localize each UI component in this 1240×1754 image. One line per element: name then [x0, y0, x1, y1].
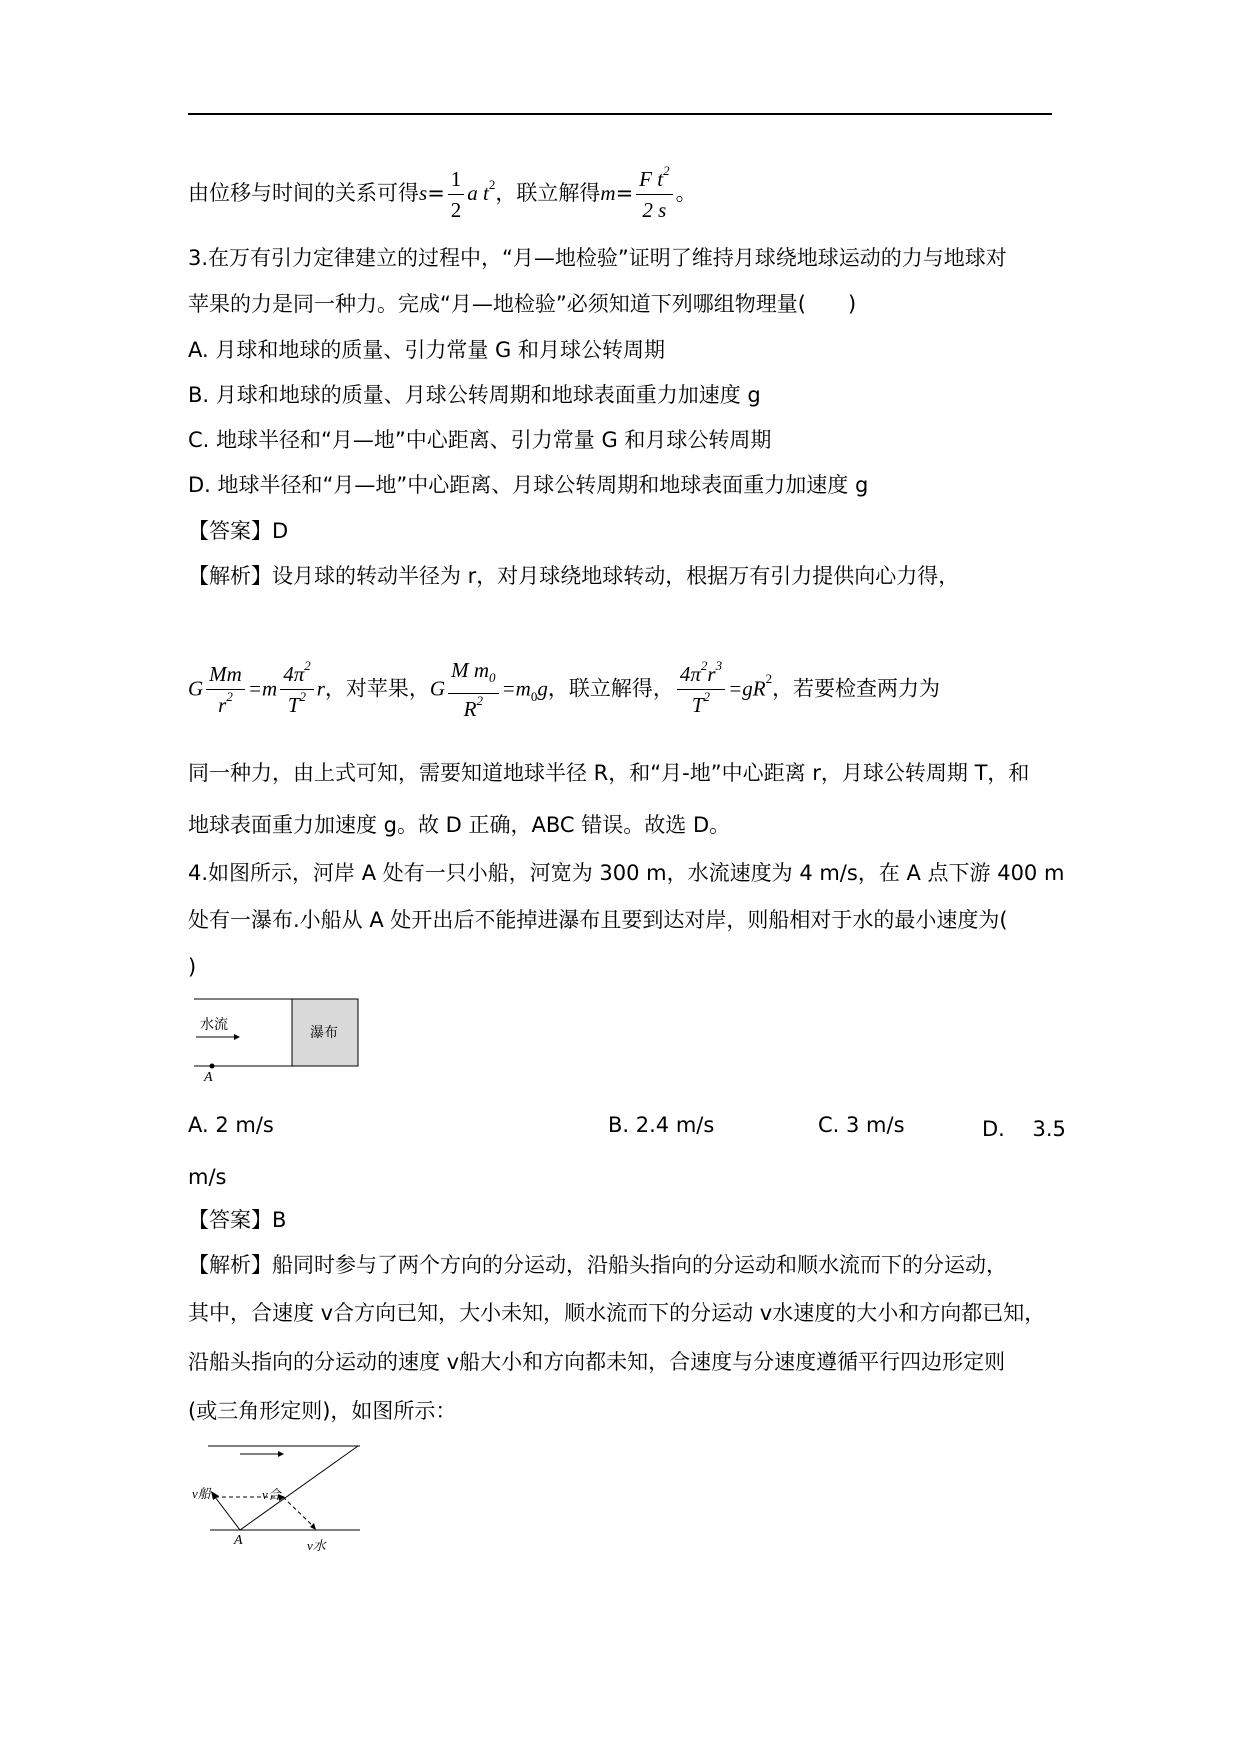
num: [448, 655, 498, 694]
header-rule: [188, 113, 1052, 115]
equals-gR: =gR: [728, 676, 766, 701]
q4-option-a: A. 2 m/s: [188, 1113, 274, 1137]
q3-equation-line: [188, 655, 940, 729]
q3-option-c: C. 地球半径和“月—地”中心距离、引力常量 G 和月球公转周期: [188, 428, 772, 452]
var-G: G: [188, 676, 204, 701]
exp: 3: [715, 658, 723, 674]
num: [636, 164, 672, 195]
q3-analysis-1: 【解析】设月球的转动半径为 r，对月球绕地球转动，根据万有引力提供向心力得，: [188, 564, 960, 588]
den-text: T: [691, 693, 704, 718]
var-r: r: [316, 676, 325, 701]
den: [280, 690, 314, 720]
q4-analysis-4: (或三角形定则)，如图所示：: [188, 1399, 457, 1423]
v-sum-label: v合: [262, 1487, 281, 1502]
river-waterfall-figure: [188, 995, 368, 1090]
waterfall-label: 瀑布: [310, 1025, 338, 1041]
exp: 2: [765, 671, 773, 686]
q4-analysis-1: 【解析】船同时参与了两个方向的分运动，沿船头指向的分运动和顺水流而下的分运动，: [188, 1253, 1007, 1277]
exp: 2: [304, 658, 311, 674]
num-text: M m: [451, 658, 489, 682]
den: 2: [450, 197, 462, 222]
point-a-label: A: [234, 1533, 243, 1548]
q3-answer: 【答案】D: [188, 519, 289, 543]
q4-stem-2: 处有一瀑布.小船从 A 处开出后不能掉进瀑布且要到达对岸，则船相对于水的最小速度为(: [188, 908, 1008, 932]
point-a-label: A: [204, 1070, 213, 1085]
exp: 2: [703, 689, 711, 705]
sub: 0: [489, 670, 496, 686]
sub: 0: [530, 688, 538, 704]
text: 由位移与时间的关系可得: [188, 181, 419, 205]
text: ，联立解得: [495, 181, 601, 205]
exp: 2: [226, 689, 233, 705]
exp: 2: [476, 693, 483, 709]
den: 2 s: [642, 197, 667, 222]
num: 1: [448, 164, 465, 195]
v-water-label: v水: [307, 1538, 326, 1553]
den: [677, 690, 725, 720]
fraction-4pi2r3-T2: [677, 659, 725, 720]
den-text: T: [287, 693, 300, 718]
fraction-ft2-2s: [636, 164, 672, 225]
v-boat-label: v船: [192, 1486, 211, 1501]
num-text: 4π: [679, 662, 701, 687]
equals: =: [615, 181, 634, 205]
q4-option-c: C. 3 m/s: [818, 1113, 905, 1137]
q2-conclusion: [188, 163, 697, 225]
q4-option-d-unit: m/s: [188, 1165, 227, 1189]
var-at: a t: [467, 181, 489, 205]
text: ，对苹果，: [324, 676, 430, 701]
fraction-Mm-r2: [206, 659, 245, 720]
equals: =: [427, 181, 445, 205]
q4-analysis-3: 沿船头指向的分运动的速度 v船大小和方向都未知，合速度与分速度遵循平行四边形定则: [188, 1350, 1006, 1374]
var-g: g: [537, 676, 548, 701]
equals-m: =m: [247, 676, 278, 701]
text: ，联立解得，: [547, 676, 674, 701]
var-m: m: [600, 181, 616, 205]
num-text: 4π: [283, 662, 305, 687]
fraction-4pi2-T2: [280, 659, 314, 720]
num: [280, 659, 314, 690]
q4-option-b: B. 2.4 m/s: [608, 1113, 715, 1137]
fraction-Mm0-R2: [448, 655, 498, 724]
var-G: G: [429, 676, 446, 701]
q4-stem-1: 4.如图所示，河岸 A 处有一只小船，河宽为 300 m，水流速度为 4 m/s，在 A 点下游 400 m: [188, 861, 1065, 885]
q4-answer: 【答案】B: [188, 1208, 287, 1232]
den: [448, 694, 498, 724]
q4-stem-3: ): [188, 955, 197, 979]
q3-option-d: D. 地球半径和“月—地”中心距离、月球公转周期和地球表面重力加速度 g: [188, 473, 869, 497]
exp: 2: [700, 658, 708, 674]
exp: 2: [299, 689, 307, 705]
text: ，若要检查两力为: [772, 676, 941, 701]
den-text: r: [218, 693, 227, 718]
equals-m: =m: [501, 676, 531, 701]
q3-stem-2: 苹果的力是同一种力。完成“月—地检验”必须知道下列哪组物理量( ): [188, 292, 857, 316]
flow-label: 水流: [200, 1017, 228, 1033]
q3-analysis-4: 地球表面重力加速度 g。故 D 正确，ABC 错误。故选 D。: [188, 813, 731, 837]
exp: 2: [488, 177, 496, 192]
var-s: s: [419, 181, 428, 205]
q3-analysis-3: 同一种力，由上式可知，需要知道地球半径 R，和“月-地”中心距离 r，月球公转周期 T，和: [188, 761, 1030, 785]
num: $4\pi^2r^3$: [677, 659, 725, 690]
text: 。: [675, 181, 697, 205]
q4-option-d: D. 3.5: [982, 1117, 1066, 1141]
num: Mm: [206, 659, 245, 690]
q3-option-a: A. 月球和地球的质量、引力常量 G 和月球公转周期: [188, 338, 665, 362]
fraction-half: [448, 164, 465, 225]
q4-analysis-2: 其中，合速度 v合方向已知，大小未知，顺水流而下的分运动 v水速度的大小和方向都已知，: [188, 1301, 1046, 1325]
den: [206, 690, 245, 720]
num-text: F t: [639, 166, 664, 191]
den-text: R: [463, 697, 477, 722]
q3-stem-1: 3.在万有引力定律建立的过程中，“月—地检验”证明了维持月球绕地球运动的力与地球对: [188, 246, 1007, 270]
exp: 2: [663, 162, 670, 178]
q3-option-b: B. 月球和地球的质量、月球公转周期和地球表面重力加速度 g: [188, 383, 761, 407]
